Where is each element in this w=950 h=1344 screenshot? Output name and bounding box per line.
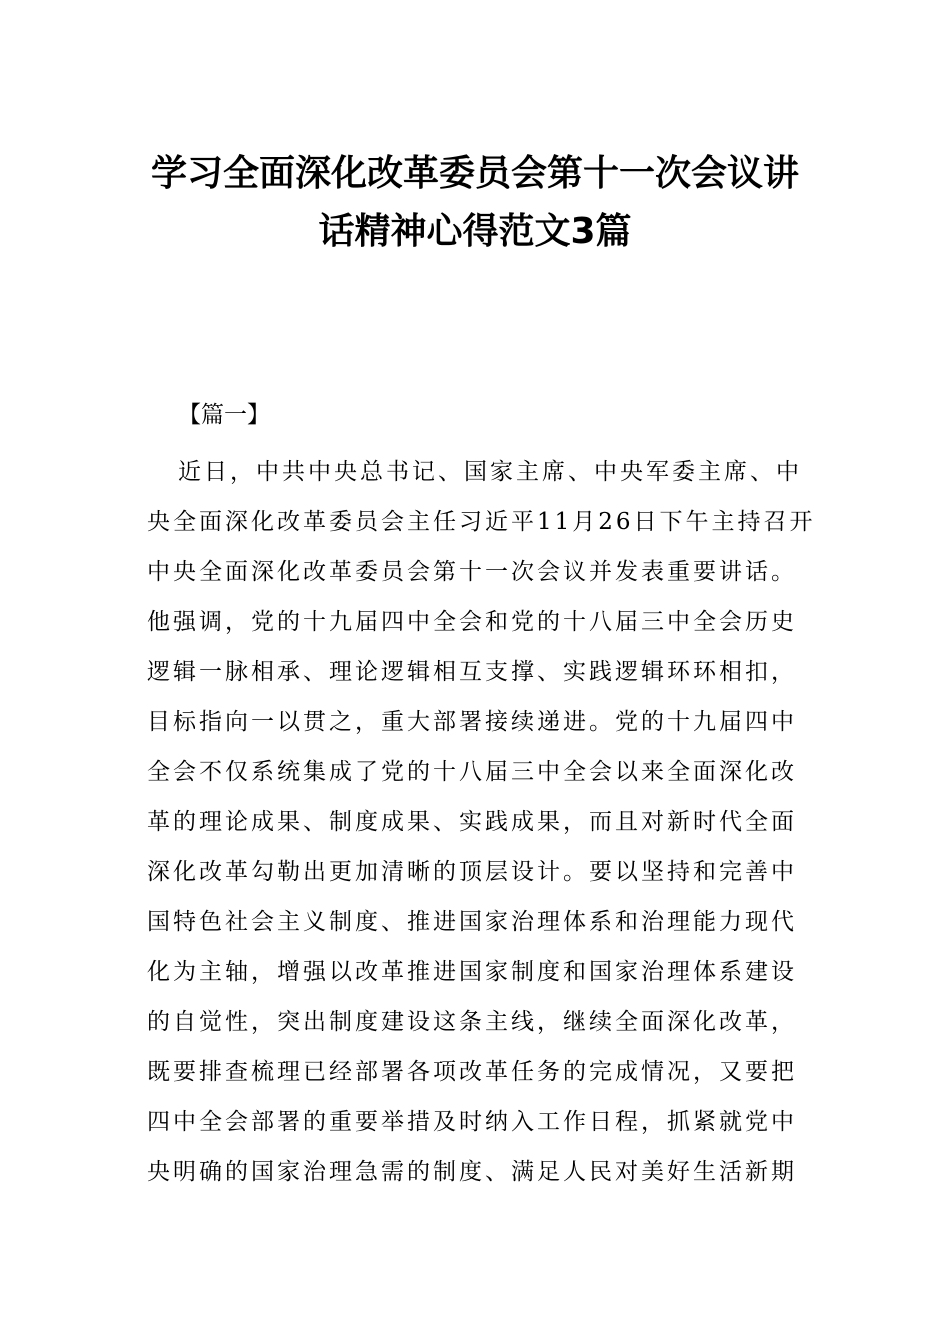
body-line: 的自觉性，突出制度建设这条主线，继续全面深化改革， [147, 1009, 797, 1035]
section-heading: 【篇一】 [178, 402, 270, 428]
body-line: 央全面深化改革委员会主任习近平11月26日下午主持召开 [147, 509, 816, 535]
body-line: 国特色社会主义制度、推进国家治理体系和治理能力现代 [147, 909, 797, 935]
body-line: 央明确的国家治理急需的制度、满足人民对美好生活新期 [147, 1159, 797, 1185]
body-line: 既要排查梳理已经部署各项改革任务的完成情况，又要把 [147, 1059, 797, 1085]
body-line: 目标指向一以贯之，重大部署接续递进。党的十九届四中 [147, 709, 797, 735]
body-line: 中央全面深化改革委员会第十一次会议并发表重要讲话。 [147, 559, 797, 585]
document-title-line-2: 话精神心得范文3篇 [318, 211, 632, 252]
body-line: 革的理论成果、制度成果、实践成果，而且对新时代全面 [147, 809, 797, 835]
body-line: 深化改革勾勒出更加清晰的顶层设计。要以坚持和完善中 [147, 859, 797, 885]
body-line: 四中全会部署的重要举措及时纳入工作日程，抓紧就党中 [147, 1109, 797, 1135]
body-line: 化为主轴，增强以改革推进国家制度和国家治理体系建设 [147, 959, 797, 985]
body-line: 近日，中共中央总书记、国家主席、中央军委主席、中 [178, 459, 802, 485]
body-line: 他强调，党的十九届四中全会和党的十八届三中全会历史 [147, 609, 797, 635]
body-line: 全会不仅系统集成了党的十八届三中全会以来全面深化改 [147, 759, 797, 785]
body-line: 逻辑一脉相承、理论逻辑相互支撑、实践逻辑环环相扣， [147, 659, 797, 685]
document-title-line-1: 学习全面深化改革委员会第十一次会议讲 [150, 153, 799, 194]
